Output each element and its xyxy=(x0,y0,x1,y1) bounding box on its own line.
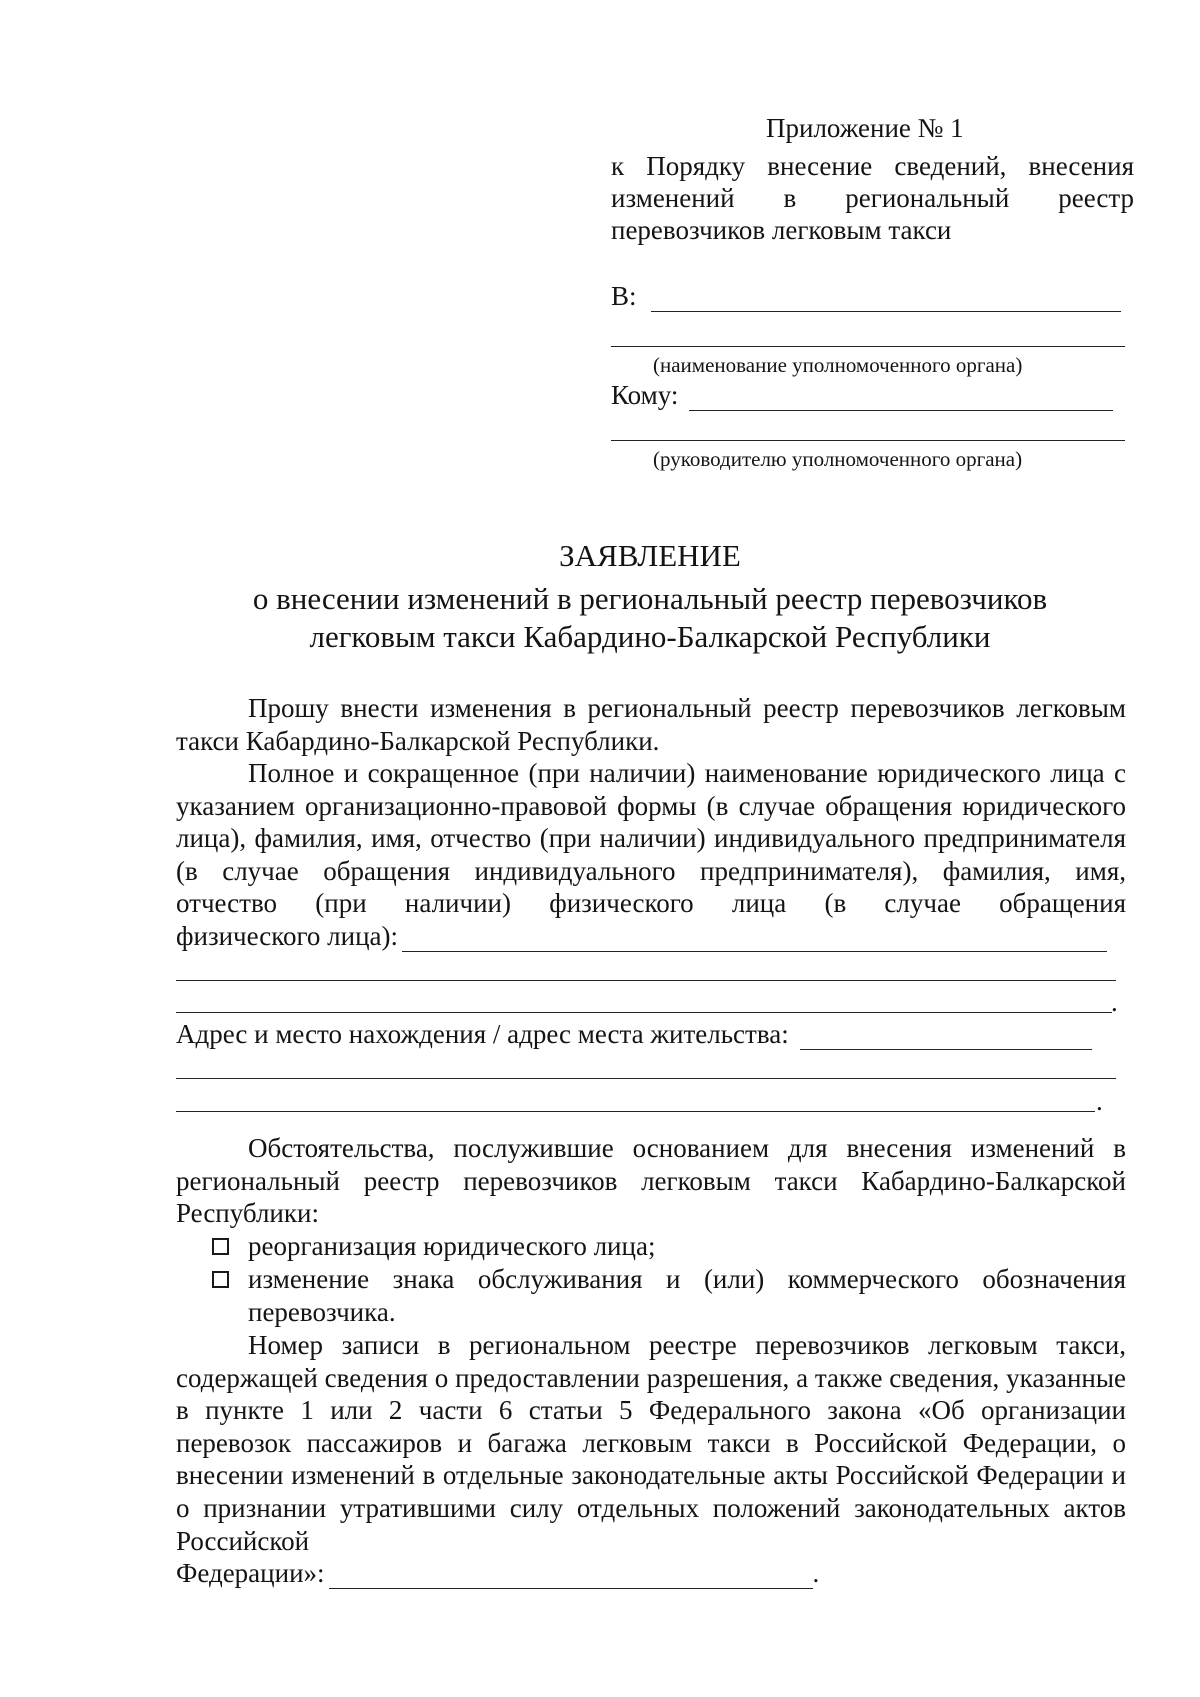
applicant-name-line-3[interactable] xyxy=(176,1012,1112,1013)
document-title: ЗАЯВЛЕНИЕ xyxy=(559,538,741,573)
applicant-name-label: физического лица): xyxy=(176,921,399,951)
checkbox-reorganization[interactable] xyxy=(212,1238,229,1255)
to-field-line-2[interactable] xyxy=(611,346,1125,347)
record-number-period: . xyxy=(812,1558,820,1588)
option-reorganization-label: реорганизация юридического лица; xyxy=(248,1231,656,1261)
document-subtitle-line-2: легковым такси Кабардино-Балкарской Республики xyxy=(309,619,991,654)
record-number-row xyxy=(176,1557,819,1589)
option-service-mark xyxy=(212,1263,1126,1328)
document-subtitle-line-1: о внесении изменений в региональный реестр перевозчиков xyxy=(252,581,1048,616)
address-period: . xyxy=(1096,1086,1103,1116)
request-paragraph: Прошу внести изменения в региональный реестр перевозчиков легковым такси Кабардино-Балкарской Республики. xyxy=(176,693,1126,756)
whom-label: Кому: xyxy=(611,380,679,410)
whom-row xyxy=(611,379,1113,411)
checkbox-service-mark[interactable] xyxy=(212,1271,229,1288)
applicant-name-line-2[interactable] xyxy=(176,980,1116,981)
option-service-mark-label: изменение знака обслуживания и (или) коммерческого обозначения перевозчика. xyxy=(248,1264,1126,1327)
to-row xyxy=(611,280,1121,312)
whom-hint: (руководителю уполномоченного органа) xyxy=(653,447,1023,471)
address-row xyxy=(176,1018,1092,1050)
record-number-paragraph: Номер записи в региональном реестре перевозчиков легковым такси, содержащей сведения о предоставлении разрешения, а также сведения, указанные в пункте 1 или 2 части 6 статьи 5 Федерального закона «Об организации перевозок пассажиров и багажа легковым такси в Российской Федерации, о внесении изменений в отдельные законодательные акты Российской Федерации и о признании утратившими силу отдельных положений законодательных актов Российской xyxy=(176,1330,1126,1556)
address-label: Адрес и место нахождения / адрес места жительства: xyxy=(176,1019,789,1049)
whom-field-line-2[interactable] xyxy=(611,440,1125,441)
appendix-reference: к Порядку внесение сведений, внесения изменений в региональный реестр перевозчиков легковым такси xyxy=(611,151,1134,245)
whom-field[interactable] xyxy=(689,410,1113,411)
applicant-name-field[interactable] xyxy=(402,951,1107,952)
address-line-3[interactable] xyxy=(176,1111,1095,1112)
appendix-title: Приложение № 1 xyxy=(766,113,964,143)
address-field[interactable] xyxy=(800,1049,1092,1050)
applicant-name-row xyxy=(176,920,1107,952)
circumstances-label: Республики: xyxy=(176,1198,319,1228)
address-line-2[interactable] xyxy=(176,1078,1116,1079)
applicant-name-period: . xyxy=(1111,987,1118,1017)
applicant-name-paragraph: Полное и сокращенное (при наличии) наименование юридического лица с указанием организационно-правовой формы (в случае обращения юридического лица), фамилия, имя, отчество (при наличии) индивидуального предпринимателя (в случае обращения индивидуального предпринимателя), фамилия, имя, отчество (при наличии) физического лица (в случае обращения xyxy=(176,758,1126,919)
option-reorganization xyxy=(212,1230,1126,1263)
circumstances-paragraph: Обстоятельства, послужившие основанием для внесения изменений в региональный реестр перевозчиков легковым такси Кабардино-Балкарской xyxy=(176,1133,1126,1196)
to-hint: (наименование уполномоченного органа) xyxy=(653,353,1023,377)
record-number-field[interactable] xyxy=(329,1588,813,1589)
record-number-label: Федерации»: xyxy=(176,1558,325,1588)
to-field[interactable] xyxy=(651,311,1121,312)
to-label: В: xyxy=(611,281,637,311)
